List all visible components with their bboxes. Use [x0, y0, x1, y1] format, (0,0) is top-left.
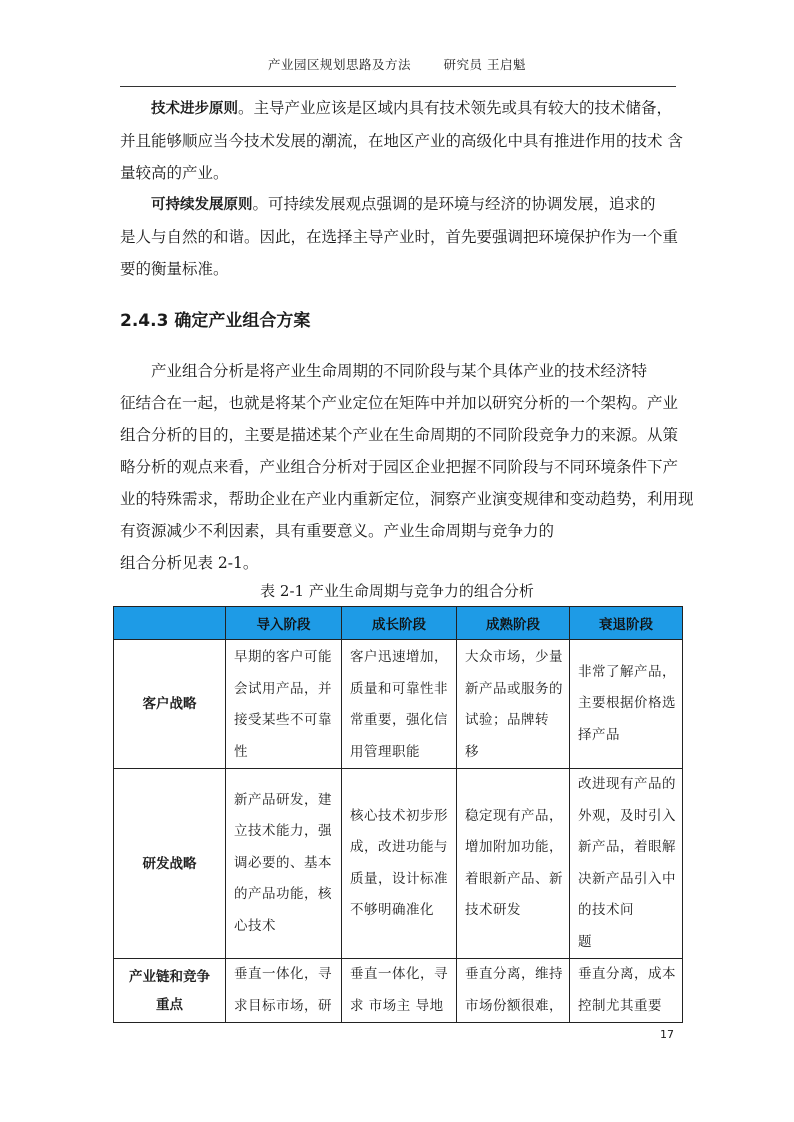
- text-line: 要的衡量标准。: [120, 260, 229, 278]
- table-cell: 稳定现有产品， 增加附加功能， 着眼新产品、新 技术研发: [457, 769, 570, 959]
- principle-label: 可持续发展原则: [151, 197, 253, 213]
- table-cell: 新产品研发，建 立技术能力，强 调必要的、基本 的产品功能，核 心技术: [226, 769, 342, 959]
- table-cell: 改进现有产品的 外观，及时引入 新产品，着眼解 决新产品引入中 的技术问 题: [570, 769, 683, 959]
- text-line: 产业组合分析是将产业生命周期的不同阶段与某个具体产业的技术经济特: [151, 362, 648, 380]
- row-label: 客户战略: [114, 640, 226, 769]
- table-header-row: [114, 607, 683, 640]
- table-row: [114, 959, 683, 1023]
- body-paragraph: [120, 355, 694, 579]
- text-line: 量较高的产业。: [120, 164, 229, 182]
- header-title: 产业园区规划思路及方法: [268, 57, 412, 72]
- table-row: [114, 640, 683, 769]
- text-line: 征结合在一起，也就是将某个产业定位在矩阵中并加以研究分析的一个架构。产业: [120, 394, 679, 412]
- text-line: 。主导产业应该是区域内具有技术领先或具有较大的技术储备，: [238, 99, 673, 117]
- table-cell: 垂直一体化，寻 求 市场主 导地: [342, 959, 457, 1023]
- header-rule: [120, 86, 676, 87]
- table-caption: 表 2-1 产业生命周期与竞争力的组合分析: [260, 582, 534, 600]
- principle-sustainable: [120, 188, 690, 285]
- text-line: 业的特殊需求，帮助企业在产业内重新定位，洞察产业演变规律和变动趋势，利用现: [120, 490, 694, 508]
- table-cell: 核心技术初步形 成，改进功能与 质量，设计标准 不够明确准化: [342, 769, 457, 959]
- header-author: 研究员 王启魁: [443, 57, 526, 72]
- page-number: 17: [660, 1028, 674, 1041]
- text-line: 组合分析的目的，主要是描述某个产业在生命周期的不同阶段竞争力的来源。从策: [120, 426, 679, 444]
- table-cell: 客户迅速增加， 质量和可靠性非 常重要，强化信 用管理职能: [342, 640, 457, 769]
- table-header-cell: 衰退阶段: [570, 607, 683, 640]
- text-line: 是人与自然的和谐。因此，在选择主导产业时，首先要强调把环境保护作为一个重: [120, 228, 679, 246]
- row-label: 产业链和竞争 重点: [114, 959, 226, 1023]
- table-row: [114, 769, 683, 959]
- principle-label: 技术进步原则: [151, 101, 238, 117]
- page-header: [0, 55, 794, 73]
- table-cell: 垂直分离，成本 控制尤其重要: [570, 959, 683, 1023]
- table-header-cell: 成长阶段: [342, 607, 457, 640]
- text-line: 组合分析见表 2-1。: [120, 554, 259, 572]
- table-header-cell: 成熟阶段: [457, 607, 570, 640]
- text-line: 并且能够顺应当今技术发展的潮流，在地区产业的高级化中具有推进作用的技术 含: [120, 132, 683, 150]
- table-cell: 非常了解产品， 主要根据价格选 择产品: [570, 640, 683, 769]
- section-heading: 2.4.3 确定产业组合方案: [120, 311, 311, 331]
- lifecycle-table: [113, 606, 683, 1023]
- table-header-cell: 导入阶段: [226, 607, 342, 640]
- text-line: 略分析的观点来看，产业组合分析对于园区企业把握不同阶段与不同环境条件下产: [120, 458, 679, 476]
- table-cell: 早期的客户可能 会试用产品，并 接受某些不可靠 性: [226, 640, 342, 769]
- table-header-cell: [114, 607, 226, 640]
- table-cell: 大众市场，少量 新产品或服务的 试验；品牌转 移: [457, 640, 570, 769]
- table-cell: 垂直分离，维持 市场份额很难，: [457, 959, 570, 1023]
- principle-tech-progress: [120, 92, 690, 189]
- row-label: 研发战略: [114, 769, 226, 959]
- text-line: 有资源减少不利因素，具有重要意义。产业生命周期与竞争力的: [120, 522, 555, 540]
- text-line: 。可持续发展观点强调的是环境与经济的协调发展，追求的: [252, 195, 656, 213]
- table-cell: 垂直一体化，寻 求目标市场，研: [226, 959, 342, 1023]
